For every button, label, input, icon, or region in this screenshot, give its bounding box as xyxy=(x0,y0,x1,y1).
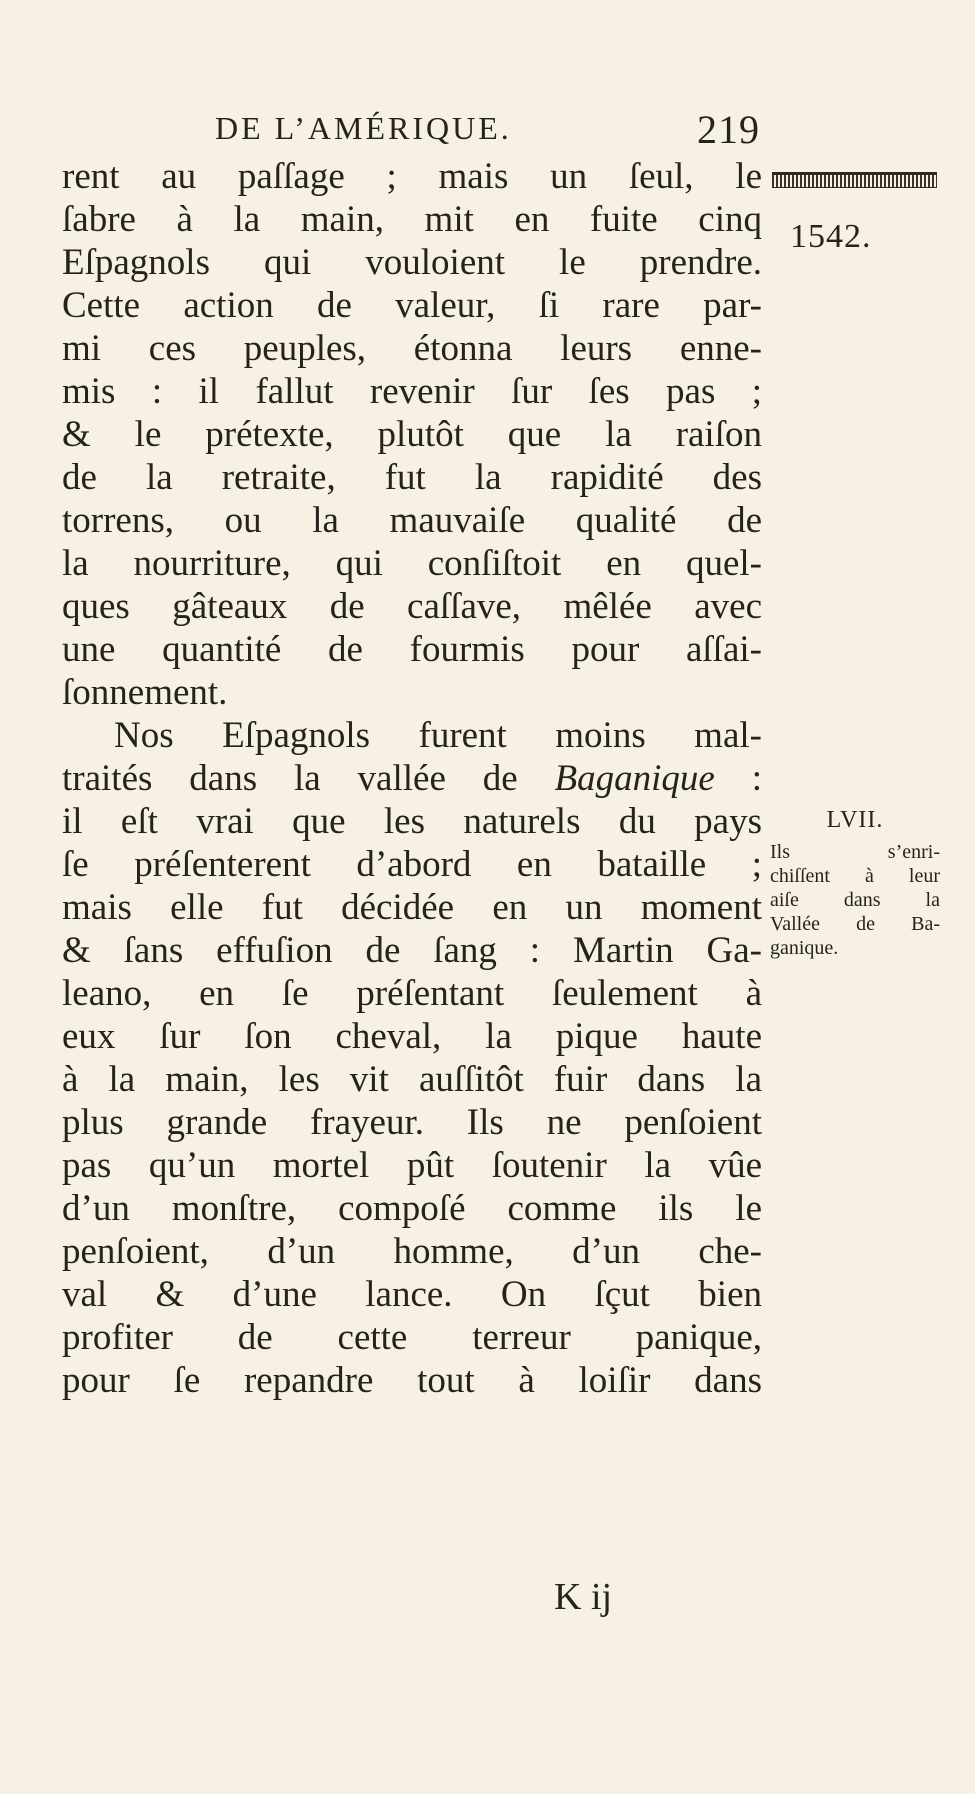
place-name-baganique: Baganique xyxy=(554,758,715,799)
text-line: val & d’une lance. On ſçut bien xyxy=(62,1274,762,1315)
text-line: Eſpagnols qui vouloient le prendre. xyxy=(62,242,762,283)
marginal-note-line: aiſe dans la xyxy=(770,889,940,911)
text-line: profiter de cette terreur panique, xyxy=(62,1317,762,1358)
text-line: ſabre à la main, mit en fuite cinq xyxy=(62,199,762,240)
text-line: pour ſe repandre tout à loiſir dans xyxy=(62,1360,762,1401)
text-line: & le prétexte, plutôt que la raiſon xyxy=(62,414,762,455)
marginal-note-line: Ils s’enri- xyxy=(770,841,940,863)
text-segment: : xyxy=(714,758,762,799)
text-line: à la main, les vit auſſitôt fuir dans la xyxy=(62,1059,762,1100)
marginal-note-number: LVII. xyxy=(826,807,884,833)
text-line xyxy=(62,757,762,800)
marginal-note-line: Vallée de Ba- xyxy=(770,913,940,935)
body-text xyxy=(62,155,762,1402)
marginal-note-line: chiſſent à leur xyxy=(770,865,940,887)
text-segment: traités dans la vallée de xyxy=(62,758,555,799)
text-line: la nourriture, qui conſiſtoit en quel- xyxy=(62,543,762,584)
running-head-title: DE L’AMÉRIQUE. xyxy=(215,110,512,146)
text-line: Cette action de valeur, ſi rare par- xyxy=(62,285,762,326)
text-line: rent au paſſage ; mais un ſeul, le xyxy=(62,156,762,197)
margin-year: 1542. xyxy=(790,218,872,255)
text-line: eux ſur ſon cheval, la pique haute xyxy=(62,1016,762,1057)
text-line: mais elle fut décidée en un moment xyxy=(62,887,762,928)
text-line: Nos Eſpagnols furent moins mal- xyxy=(114,715,762,756)
text-line: mi ces peuples, étonna leurs enne- xyxy=(62,328,762,369)
marginal-note xyxy=(770,808,940,960)
text-line: ſonnement. xyxy=(62,672,228,713)
marginal-note-line: ganique. xyxy=(770,937,839,959)
text-line: de la retraite, fut la rapidité des xyxy=(62,457,762,498)
text-line: leano, en ſe préſentant ſeulement à xyxy=(62,973,762,1014)
text-line: d’un monſtre, compoſé comme ils le xyxy=(62,1188,762,1229)
text-line: & ſans effuſion de ſang : Martin Ga- xyxy=(62,930,762,971)
margin-ornament-rule xyxy=(772,172,937,188)
text-line: penſoient, d’un homme, d’un che- xyxy=(62,1231,762,1272)
text-line: ſe préſenterent d’abord en bataille ; xyxy=(62,844,762,885)
running-head xyxy=(215,100,760,150)
text-line: pas qu’un mortel pût ſoutenir la vûe xyxy=(62,1145,762,1186)
text-line: une quantité de fourmis pour aſſai- xyxy=(62,629,762,670)
text-line: mis : il fallut revenir ſur ſes pas ; xyxy=(62,371,762,412)
text-line: ques gâteaux de caſſave, mêlée avec xyxy=(62,586,762,627)
signature-mark: K ij xyxy=(554,1576,613,1618)
text-line: torrens, ou la mauvaiſe qualité de xyxy=(62,500,762,541)
page-number: 219 xyxy=(697,107,760,152)
text-line: il eſt vrai que les naturels du pays xyxy=(62,801,762,842)
text-line: plus grande frayeur. Ils ne penſoient xyxy=(62,1102,762,1143)
